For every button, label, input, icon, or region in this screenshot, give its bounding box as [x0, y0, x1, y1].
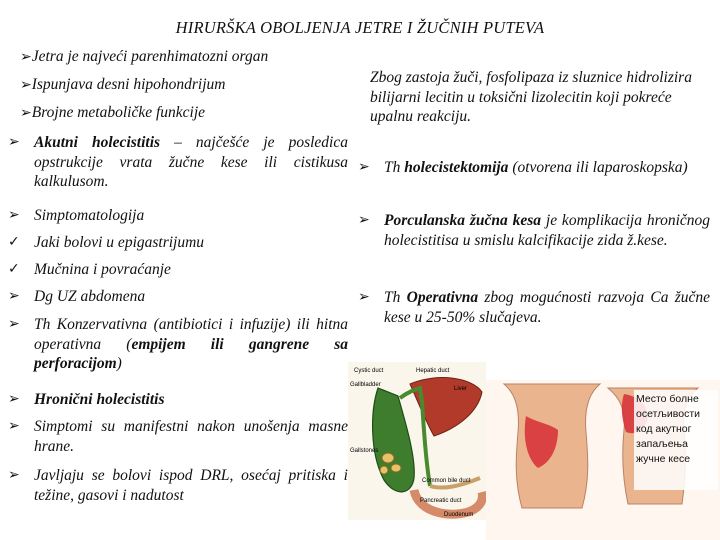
label-duodenum: Duodenum	[444, 512, 474, 518]
pain-area-illustration	[486, 380, 720, 540]
label-gallstones: Gallstones	[350, 448, 379, 454]
arrow-bullet-icon: ➢	[8, 316, 20, 332]
arrow-bullet-icon: ➢	[20, 77, 32, 93]
page-title: HIRURŠKA OBOLJENJA JETRE I ŽUČNIH PUTEVA	[175, 18, 545, 37]
gallstone-shape	[382, 453, 394, 463]
bullet-porculanska: ➢ Porculanska žučna kesa je komplikacija hroničnog holecistitisa u smislu kalcifikacije zida ž.kese.	[358, 212, 710, 249]
arrow-bullet-icon: ➢	[20, 49, 32, 65]
bullet-mucnina: ✓ Mučnina i povraćanje	[8, 261, 171, 278]
arrow-bullet-icon: ➢	[8, 467, 20, 483]
intro-line-hypochondrium: ➢Ispunjava desni hipohondrijum	[20, 76, 226, 93]
intro-line-liver-organ: ➢Jetra je najveći parenhimatozni organ	[20, 48, 269, 65]
label-liver: Liver	[454, 386, 468, 392]
bullet-operativna: ➢ Th Operativna zbog mogućnosti razvoja Ca žučne kese u 25-50% slučajeva.	[358, 289, 710, 326]
bullet-holecistektomija: ➢ Th holecistektomija (otvorena ili laparoskopska)	[358, 159, 688, 176]
arrow-bullet-icon: ➢	[358, 212, 370, 228]
checkmark-icon: ✓	[8, 234, 20, 250]
label-pancreatic-duct: Pancreatic duct	[420, 498, 462, 504]
arrow-bullet-icon: ➢	[358, 159, 370, 175]
arrow-bullet-icon: ➢	[8, 288, 20, 304]
pain-caption: Место болне осетљивости код акутног запаљења жучне кесе	[636, 393, 700, 465]
gallstone-shape	[391, 464, 401, 472]
bullet-simptomatologija: ➢ Simptomatologija	[8, 207, 145, 224]
arrow-bullet-icon: ➢	[8, 134, 20, 150]
label-gallbladder: Gallbladder	[350, 382, 381, 388]
gallbladder-anatomy-illustration	[348, 362, 486, 520]
arrow-bullet-icon: ➢	[8, 391, 20, 407]
label-hepatic-duct: Hepatic duct	[416, 368, 450, 374]
bullet-bolovi: ✓ Jaki bolovi u epigastrijumu	[8, 234, 205, 251]
bullet-th-konzervativna: ➢ Th Konzervativna (antibiotici i infuzije) ili hitna operativna (empijem ili gangrene sa perforacijom)	[8, 316, 348, 372]
bullet-dg: ➢ Dg UZ abdomena	[8, 288, 146, 305]
bullet-simptomi: ➢ Simptomi su manifestni nakon unošenja masne hrane.	[8, 418, 348, 455]
label-common-bile-duct: Common bile duct	[422, 478, 471, 484]
label-cystic-duct: Cystic duct	[354, 368, 384, 374]
checkmark-icon: ✓	[8, 261, 20, 277]
bullet-akutni: ➢ Akutni holecistitis – najčešće je posledica opstrukcije vrata žučne kese ili cistikusa kalkulusom.	[8, 134, 348, 190]
bullet-javljaju: ➢ Javljaju se bolovi ispod DRL, osećaj pritiska i težine, gasovi i nadutost	[8, 467, 348, 504]
arrow-bullet-icon: ➢	[8, 418, 20, 434]
arrow-bullet-icon: ➢	[8, 207, 20, 223]
paragraph-zastoj: Zbog zastoja žuči, fosfolipaza iz sluznice hidrolizira bilijarni lecitin u toksični lizolecitin koji pokreće upalnu reakciju.	[370, 69, 692, 125]
bullet-hronicni: ➢ Hronični holecistitis	[8, 391, 165, 408]
arrow-bullet-icon: ➢	[358, 289, 370, 305]
gallstone-shape	[380, 466, 388, 474]
arrow-bullet-icon: ➢	[20, 105, 32, 121]
intro-line-metabolic: ➢Brojne metaboličke funkcije	[20, 104, 206, 121]
